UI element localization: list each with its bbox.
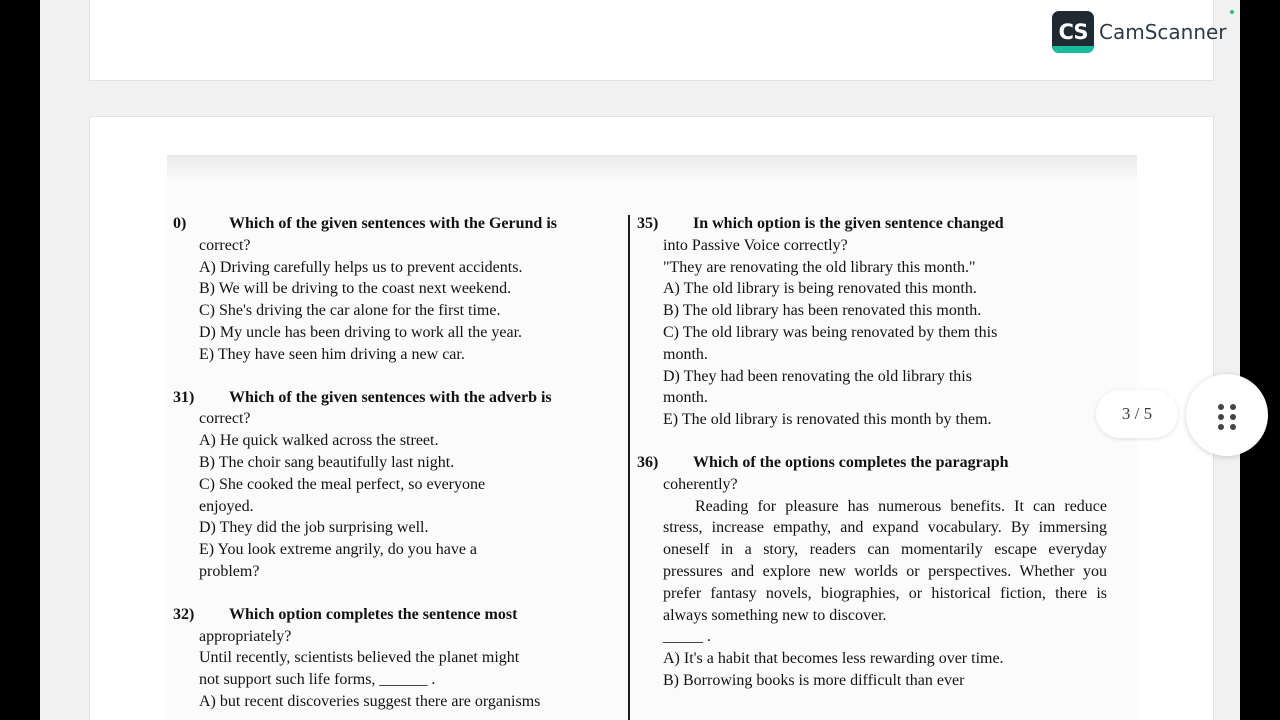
question-number: 0) — [173, 215, 187, 232]
column-divider — [628, 215, 630, 720]
previous-page — [89, 0, 1227, 81]
current-page — [89, 116, 1214, 720]
quoted-sentence: "They are renovating the old library this month." — [663, 258, 976, 276]
question-text: Which option completes the sentence most — [229, 605, 518, 623]
question-text: Which of the options completes the paragraph — [693, 453, 1009, 471]
answer-blank: _____ . — [663, 628, 711, 646]
question-text: appropriately? — [199, 627, 292, 645]
answer-option: A) The old library is being renovated this month. — [663, 280, 977, 298]
answer-option: A) Driving carefully helps us to prevent accidents. — [199, 258, 523, 276]
answer-option: A) He quick walked across the street. — [199, 432, 439, 450]
status-dot — [1230, 10, 1234, 14]
question-text: In which option is the given sentence changed — [693, 215, 1004, 232]
right-column — [637, 213, 1107, 713]
page-indicator: 3 / 5 — [1096, 390, 1178, 438]
answer-option: B) Borrowing books is more difficult than ever — [663, 671, 965, 689]
camscanner-watermark — [1052, 11, 1227, 53]
question-text: Which of the given sentences with the adverb is — [229, 388, 552, 406]
answer-option: E) The old library is renovated this month by them. — [663, 411, 992, 429]
question-number: 32) — [173, 605, 195, 623]
scan-shadow-edge — [167, 155, 1137, 181]
question-number: 31) — [173, 388, 195, 406]
question-32 — [173, 604, 623, 713]
answer-option: C) She cooked the meal perfect, so everyone — [199, 475, 486, 493]
question-35 — [637, 213, 1107, 431]
camscanner-label: CamScanner — [1099, 20, 1227, 44]
question-text: into Passive Voice correctly? — [663, 236, 848, 254]
answer-option: E) You look extreme angrily, do you have a — [199, 541, 478, 559]
question-stem: not support such life forms, ______ . — [199, 671, 436, 689]
question-text: Which of the given sentences with the Gerund is — [229, 215, 557, 232]
answer-option: B) The old library has been renovated this month. — [663, 302, 982, 320]
answer-option: C) The old library was being renovated by them this — [663, 323, 998, 341]
question-30 — [173, 213, 623, 366]
answer-option: A) It's a habit that becomes less rewarding over time. — [663, 650, 1004, 668]
answer-option: D) They had been renovating the old library this — [663, 367, 972, 385]
answer-option: E) They have seen him driving a new car. — [199, 345, 465, 363]
camscanner-logo-icon: CS — [1052, 11, 1094, 53]
question-31 — [173, 387, 623, 583]
answer-option: month. — [663, 345, 708, 363]
answer-option: A) but recent discoveries suggest there are organisms — [199, 692, 541, 710]
reading-paragraph: Reading for pleasure has numerous benefits. It can reduce stress, increase empathy, and expand vocabulary. By immersing oneself in a story, readers can momentarily escape everyday pressures and explore new worlds or perspectives. Whether you prefer fantasy novels, biographies, or historical fiction, there is always something new to discover. — [663, 497, 1107, 624]
question-text: correct? — [199, 236, 251, 254]
question-text: coherently? — [663, 475, 738, 493]
answer-option: B) We will be driving to the coast next weekend. — [199, 280, 512, 298]
answer-option: D) They did the job surprising well. — [199, 519, 429, 537]
answer-option: month. — [663, 389, 708, 407]
question-number: 36) — [637, 453, 659, 471]
page-grid-button[interactable] — [1186, 374, 1268, 456]
question-stem: Until recently, scientists believed the planet might — [199, 649, 520, 667]
grid-dots-icon — [1218, 404, 1238, 428]
answer-option: enjoyed. — [199, 497, 254, 515]
document-viewer[interactable] — [40, 0, 1240, 720]
left-column — [173, 213, 623, 720]
answer-option: problem? — [199, 562, 260, 580]
answer-option: B) The choir sang beautifully last night. — [199, 453, 455, 471]
answer-option: C) She's driving the car alone for the first time. — [199, 302, 501, 320]
answer-option: D) My uncle has been driving to work all the year. — [199, 323, 523, 341]
scanned-exam-sheet — [167, 155, 1137, 720]
question-text: correct? — [199, 410, 251, 428]
question-number: 35) — [637, 215, 659, 232]
question-36 — [637, 452, 1107, 692]
